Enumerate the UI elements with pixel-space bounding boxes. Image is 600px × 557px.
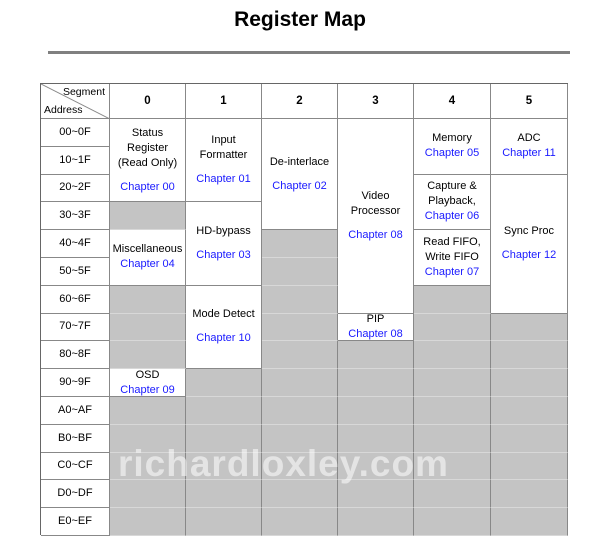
unused-address-cell [110,202,186,230]
address-row-label: D0~DF [41,480,110,508]
register-block-capture-playback[interactable] [414,175,491,231]
block-title-line: Write FIFO [425,250,479,263]
unused-address-cell [186,397,262,425]
unused-address-cell [491,453,568,481]
block-title-line: Register [127,141,168,154]
unused-address-cell [262,286,338,314]
register-block-misc[interactable] [110,230,186,286]
chapter-link[interactable]: Chapter 00 [120,180,175,193]
register-block-read-write-fifo[interactable] [414,230,491,286]
unused-address-cell [262,341,338,369]
block-title-line: De-interlace [269,155,330,168]
unused-address-cell [338,453,414,481]
unused-address-cell [414,341,491,369]
address-row-label: 90~9F [41,369,110,397]
block-title-line: Formatter [199,149,248,162]
unused-address-cell [262,508,338,536]
block-title-line: Sync Proc [503,225,555,238]
unused-address-cell [262,480,338,508]
segment-header-1: 1 [186,84,262,119]
address-row-label: 40~4F [41,230,110,258]
chapter-link[interactable]: Chapter 03 [196,249,251,262]
unused-address-cell [186,369,262,397]
block-title-line: Mode Detect [192,308,255,321]
segment-header-3: 3 [338,84,414,119]
register-block-memory[interactable] [414,119,491,175]
address-row-label: 80~8F [41,341,110,369]
title-divider [48,51,570,54]
chapter-link[interactable]: Chapter 07 [424,265,480,278]
address-header-label: Address [44,104,83,116]
address-row-label: A0~AF [41,397,110,425]
address-row-label: 50~5F [41,258,110,286]
unused-address-cell [414,425,491,453]
unused-address-cell [491,369,568,397]
segment-header-5: 5 [491,84,568,119]
address-row-label: 10~1F [41,147,110,175]
address-row-label: B0~BF [41,425,110,453]
block-title-line: Input [211,134,236,147]
block-title-line: ADC [517,132,541,145]
unused-address-cell [186,425,262,453]
unused-address-cell [338,508,414,536]
unused-address-cell [338,425,414,453]
unused-address-cell [262,230,338,258]
register-map-table [40,83,568,535]
register-block-adc[interactable] [491,119,568,175]
unused-address-cell [262,425,338,453]
register-block-mode-detect[interactable] [186,286,262,369]
unused-address-cell [110,480,186,508]
address-row-label: 70~7F [41,314,110,342]
unused-address-cell [186,480,262,508]
unused-address-cell [491,341,568,369]
register-block-video-processor[interactable] [338,119,414,314]
unused-address-cell [110,425,186,453]
unused-address-cell [186,453,262,481]
unused-address-cell [110,508,186,536]
unused-address-cell [262,314,338,342]
unused-address-cell [262,258,338,286]
register-block-sync-proc[interactable] [491,175,568,314]
block-title-line: Memory [432,132,472,145]
chapter-link[interactable]: Chapter 06 [424,210,480,223]
segment-header-label: Segment [62,86,105,98]
chapter-link[interactable]: Chapter 12 [501,249,557,262]
address-row-label: 00~0F [41,119,110,147]
register-block-input-formatter[interactable] [186,119,262,202]
block-title-line: (Read Only) [117,156,178,169]
unused-address-cell [262,369,338,397]
chapter-link[interactable]: Chapter 01 [196,173,251,186]
chapter-link[interactable]: Chapter 04 [120,258,175,271]
watermark-text: richardloxley.com [118,443,449,484]
unused-address-cell [414,397,491,425]
block-title-line: Miscellaneous [112,243,183,256]
block-title-line: HD-bypass [196,225,251,238]
unused-address-cell [491,397,568,425]
block-title-line: Video [361,189,390,202]
address-row-label: C0~CF [41,453,110,481]
unused-address-cell [414,369,491,397]
chapter-link[interactable]: Chapter 11 [502,147,556,160]
unused-address-cell [491,480,568,508]
unused-address-cell [110,341,186,369]
unused-address-cell [414,508,491,536]
block-title-line: Capture & [427,180,477,193]
unused-address-cell [262,397,338,425]
address-row-label: 30~3F [41,202,110,230]
segment-header-4: 4 [414,84,491,119]
unused-address-cell [414,286,491,314]
address-row-label: E0~EF [41,508,110,536]
chapter-link[interactable]: Chapter 10 [196,332,251,345]
block-title-line: Processor [350,204,401,217]
register-block-deinterlace[interactable] [262,119,338,230]
table-corner-header [41,84,110,119]
address-row-label: 60~6F [41,286,110,314]
chapter-link[interactable]: Chapter 09 [120,383,175,396]
register-block-pip[interactable] [338,314,414,342]
unused-address-cell [110,397,186,425]
unused-address-cell [338,369,414,397]
unused-address-cell [414,480,491,508]
register-block-status[interactable] [110,119,186,202]
unused-address-cell [110,286,186,314]
register-block-hd-bypass[interactable] [186,202,262,285]
segment-header-0: 0 [110,84,186,119]
unused-address-cell [262,453,338,481]
block-title-line: PIP [366,313,385,325]
unused-address-cell [338,341,414,369]
unused-address-cell [110,453,186,481]
page-title: Register Map [234,8,366,31]
chapter-link[interactable]: Chapter 08 [348,328,403,340]
chapter-link[interactable]: Chapter 08 [348,228,403,241]
unused-address-cell [338,397,414,425]
unused-address-cell [414,314,491,342]
unused-address-cell [491,508,568,536]
address-row-label: 20~2F [41,175,110,203]
register-block-osd[interactable] [110,369,186,397]
unused-address-cell [186,508,262,536]
segment-header-2: 2 [262,84,338,119]
unused-address-cell [414,453,491,481]
unused-address-cell [110,314,186,342]
block-title-line: OSD [135,368,160,381]
chapter-link[interactable]: Chapter 05 [424,147,480,160]
block-title-line: Read FIFO, [423,235,481,248]
unused-address-cell [491,314,568,342]
unused-address-cell [491,425,568,453]
block-title-line: Status [131,126,164,139]
chapter-link[interactable]: Chapter 02 [272,179,327,192]
unused-address-cell [338,480,414,508]
block-title-line: Playback, [428,195,476,208]
